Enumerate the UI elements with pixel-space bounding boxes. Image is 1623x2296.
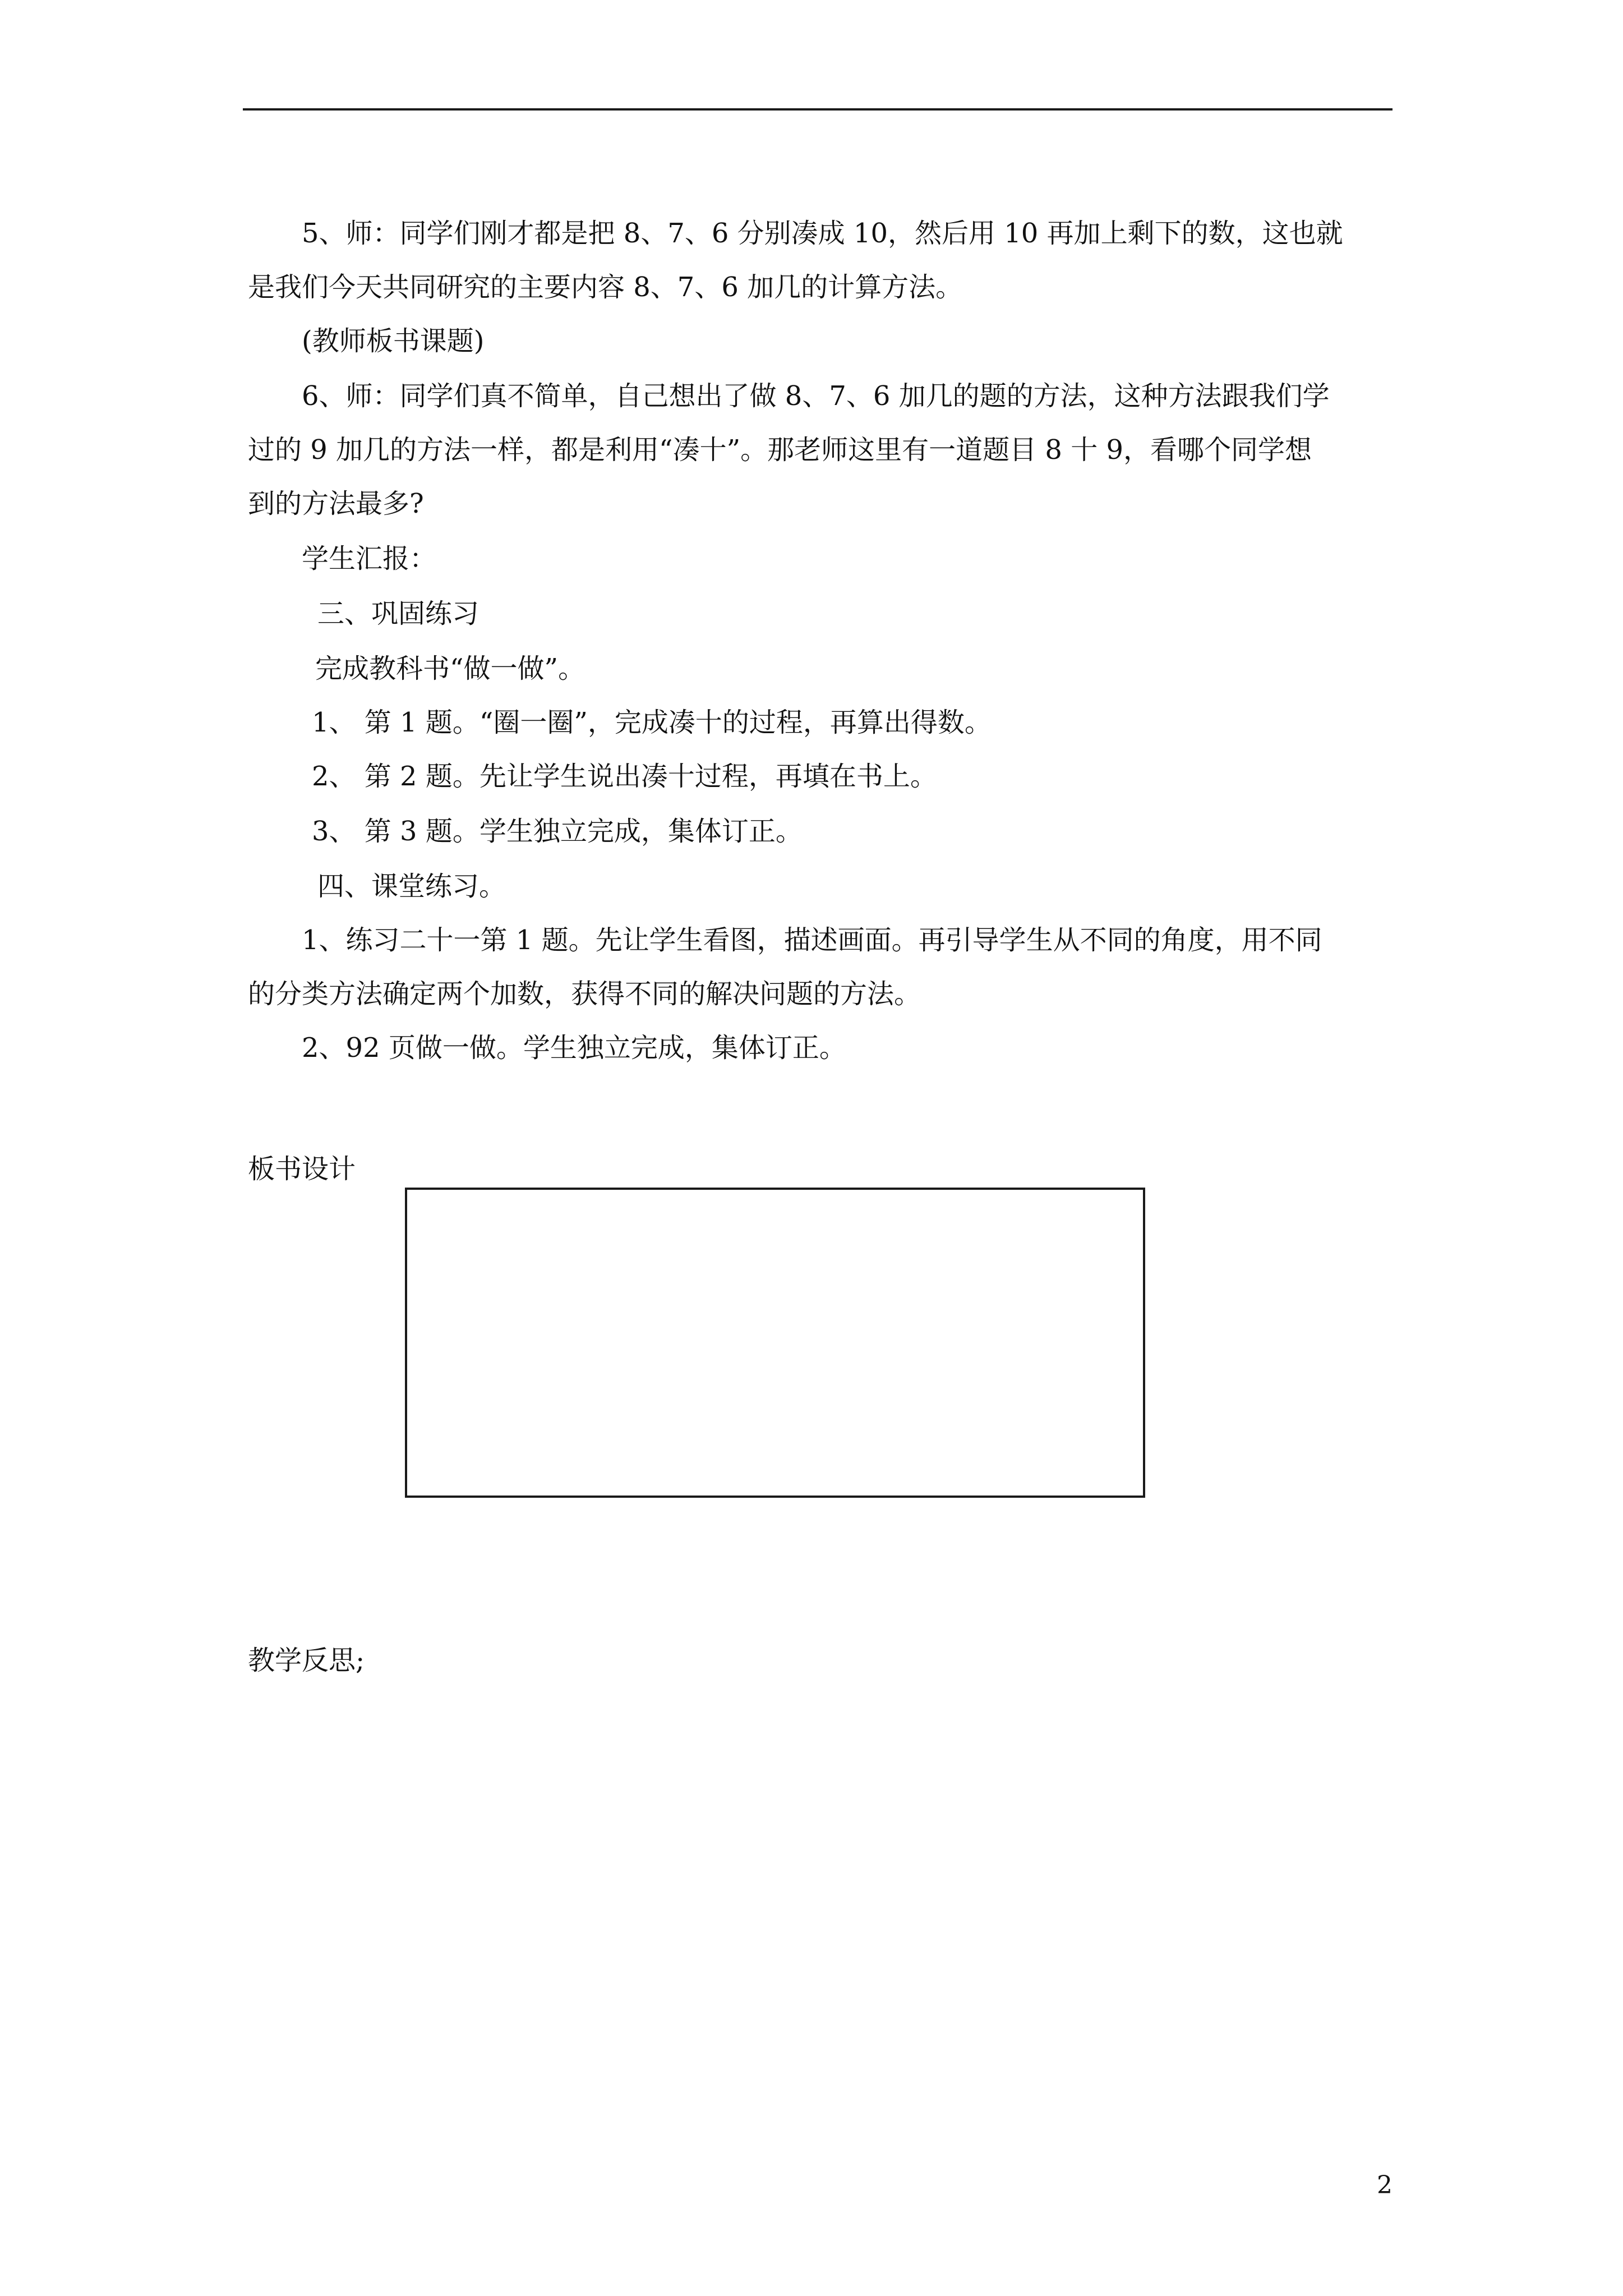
classroom-item-1-line-1: 1、练习二十一第 1 题。先让学生看图，描述画面。再引导学生从不同的角度，用不同 xyxy=(302,924,1322,956)
exercise-item-1: 1、 第 1 题。“圈一圈”，完成凑十的过程，再算出得数。 xyxy=(312,707,992,738)
section-classroom-heading: 四、课堂练习。 xyxy=(317,871,506,902)
paragraph-6-line-3: 到的方法最多? xyxy=(248,488,424,519)
classroom-item-2: 2、92 页做一做。学生独立完成，集体订正。 xyxy=(302,1032,846,1064)
teacher-board-note: (教师板书课题) xyxy=(302,325,485,357)
textbook-instruction: 完成教科书“做一做”。 xyxy=(315,653,585,684)
paragraph-6-line-1: 6、师：同学们真不简单，自己想出了做 8、7、6 加几的题的方法，这种方法跟我们学 xyxy=(302,380,1330,412)
exercise-item-3: 3、 第 3 题。学生独立完成，集体订正。 xyxy=(312,816,803,847)
paragraph-6-line-2: 过的 9 加几的方法一样，都是利用“凑十”。那老师这里有一道题目 8 十 9，看哪个同学想 xyxy=(248,434,1312,466)
paragraph-5-line-2: 是我们今天共同研究的主要内容 8、7、6 加几的计算方法。 xyxy=(248,272,963,303)
section-consolidation-heading: 三、巩固练习 xyxy=(317,598,479,629)
paragraph-5-line-1: 5、师：同学们刚才都是把 8、7、6 分别凑成 10，然后用 10 再加上剩下的数，这也就 xyxy=(302,218,1343,249)
header-rule xyxy=(243,108,1393,111)
classroom-item-1-line-2: 的分类方法确定两个加数，获得不同的解决问题的方法。 xyxy=(248,978,921,1010)
teaching-reflection-label: 教学反思; xyxy=(248,1645,365,1676)
page-number: 2 xyxy=(1377,2171,1393,2200)
exercise-item-2: 2、 第 2 题。先让学生说出凑十过程，再填在书上。 xyxy=(312,761,937,792)
student-report: 学生汇报： xyxy=(302,543,437,574)
board-design-box xyxy=(405,1188,1145,1498)
board-design-label: 板书设计 xyxy=(248,1153,356,1185)
